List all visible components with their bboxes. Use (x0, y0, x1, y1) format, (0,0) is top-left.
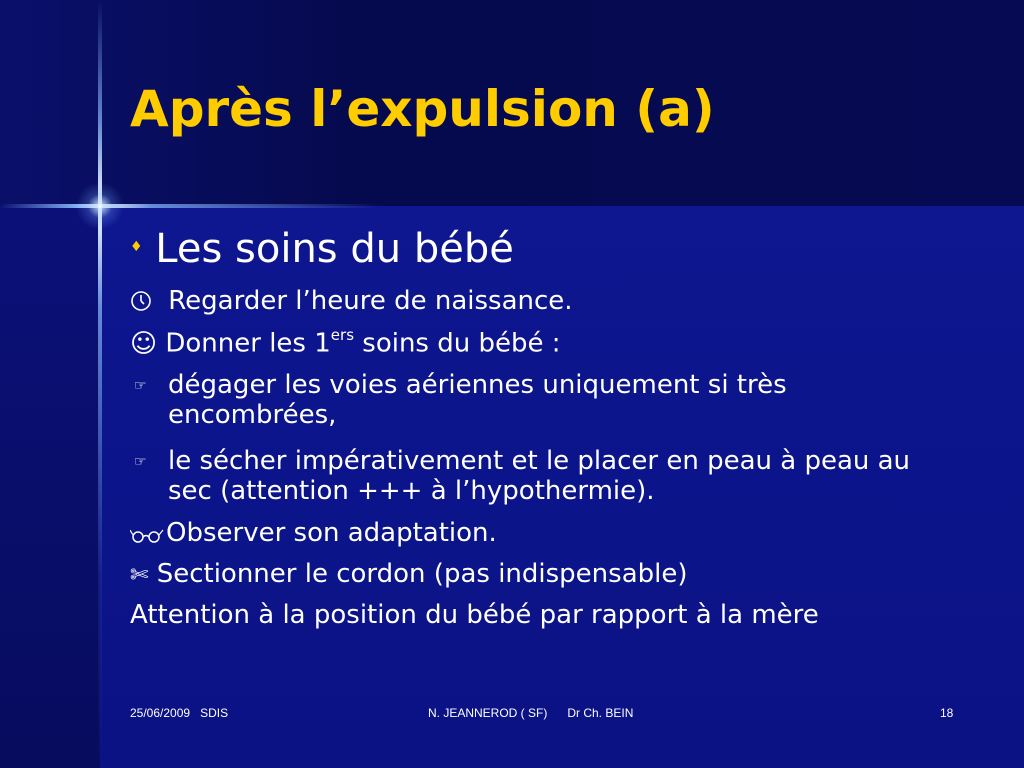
footer-date-text: 25/06/2009 (130, 706, 191, 720)
sub-item-airways: dégager les voies aériennes uniquement si très encombrées, (168, 370, 787, 430)
clock-item (130, 286, 573, 316)
horizontal-glow-line (0, 204, 380, 208)
glasses-item-text: Observer son adaptation. (166, 518, 497, 548)
smiley-item-superscript: ers (330, 326, 355, 344)
main-bullet-text: Les soins du bébé (155, 226, 514, 272)
star-glow-icon (76, 182, 124, 230)
glasses-icon (130, 518, 166, 548)
footer-date (130, 706, 228, 720)
diamond-icon: ♦ (130, 239, 143, 255)
slide-title: Après l’expulsion (a) (130, 80, 715, 138)
glasses-item (130, 518, 497, 548)
footer-authors: N. JEANNEROD ( SF) Dr Ch. BEIN (428, 706, 634, 720)
pointing-hand-icon: ☞ (134, 454, 147, 470)
scissors-icon: ✄ (130, 563, 149, 588)
clock-icon (130, 286, 160, 316)
vertical-glow-line (98, 0, 102, 768)
footer-page-number: 18 (940, 706, 954, 720)
scissors-item-text: Sectionner le cordon (pas indispensable) (156, 559, 688, 589)
left-band (0, 206, 100, 768)
smiley-icon: ☺ (130, 328, 158, 359)
scissors-item (130, 559, 688, 589)
clock-item-text: Regarder l’heure de naissance. (168, 286, 573, 316)
smiley-item-text-before: Donner les 1 (165, 328, 331, 359)
smiley-item-text-after: soins du bébé : (354, 328, 561, 359)
footer-org: SDIS (200, 706, 229, 720)
main-bullet (130, 226, 514, 272)
smiley-item (130, 328, 561, 359)
attention-note: Attention à la position du bébé par rapport à la mère (130, 600, 819, 630)
pointing-hand-icon: ☞ (134, 378, 147, 394)
sub-item-dry: le sécher impérativement et le placer en peau à peau au sec (attention +++ à l’hypothermie). (168, 446, 911, 506)
